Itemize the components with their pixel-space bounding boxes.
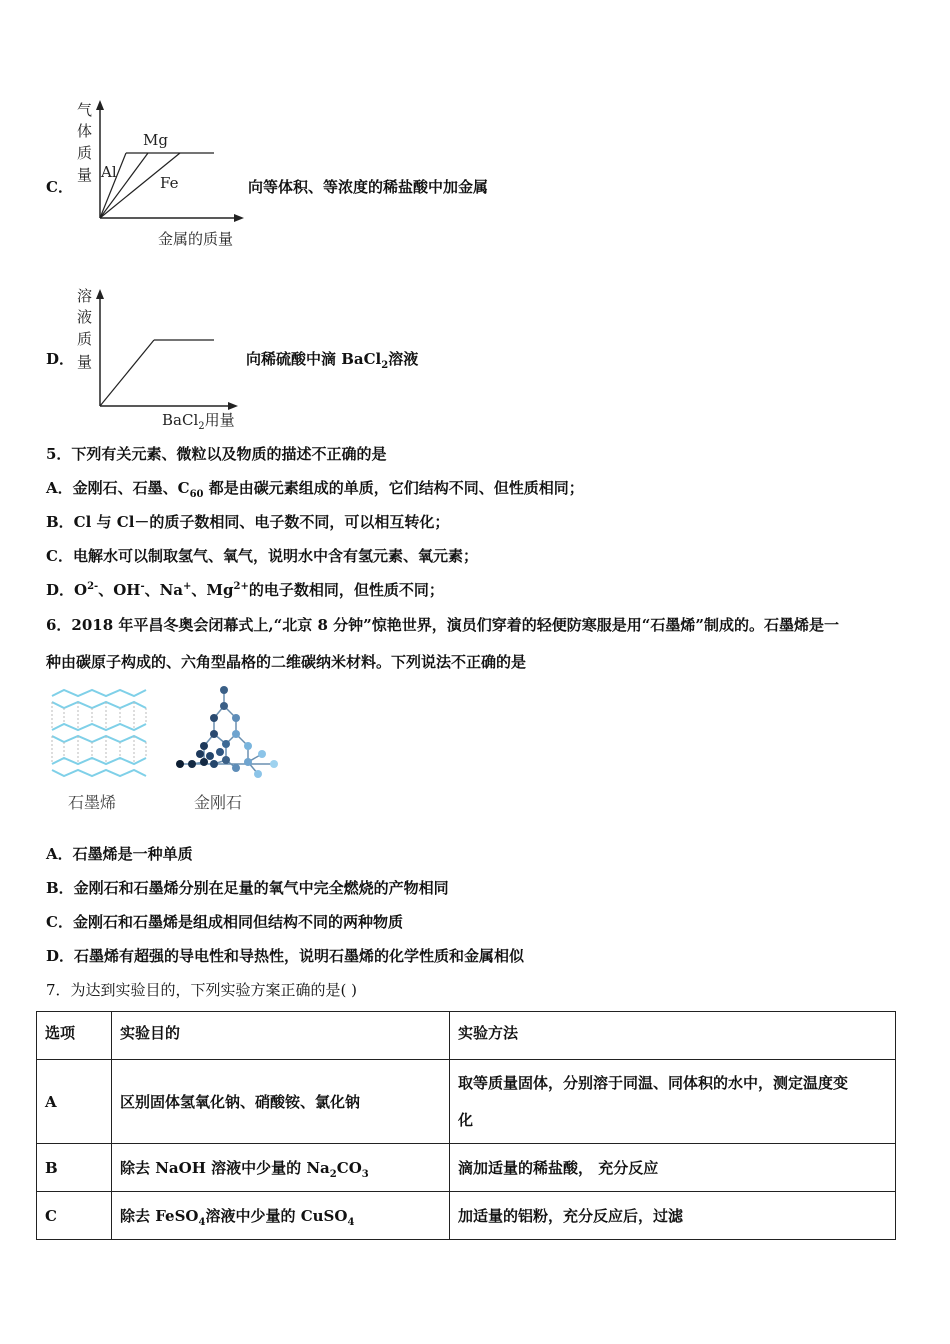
header-method: 实验方法 (450, 1012, 896, 1060)
option-d-caption: 向稀硫酸中滴 BaCl$_2$溶液 (246, 350, 419, 371)
diamond-structure-image (170, 682, 282, 814)
q7-stem: 7．为达到实验目的，下列实验方案正确的是( ) (46, 981, 358, 999)
y-char: 量 (77, 166, 93, 184)
row-purpose: 除去 NaOH 溶液中少量的 $Na_2CO_3$ (112, 1144, 450, 1192)
label-mg: Mg (143, 131, 168, 149)
x-axis-label: 金属的质量 (158, 230, 234, 248)
y-char: 量 (77, 353, 93, 371)
y-char: 气 (77, 101, 93, 119)
x-axis-arrow (228, 402, 238, 410)
q6-option-d: D．石墨烯有超强的导电性和导热性，说明石墨烯的化学性质和金属相似 (46, 947, 525, 965)
y-axis-arrow (96, 289, 104, 299)
option-d-letter: D． (46, 350, 75, 368)
y-char: 体 (77, 122, 93, 140)
header-purpose: 实验目的 (112, 1012, 450, 1060)
option-c-letter: C． (46, 178, 73, 196)
table-row (37, 1144, 896, 1192)
label-fe: Fe (160, 174, 179, 192)
row-method: 加适量的铝粉，充分反应后，过滤 (450, 1192, 896, 1240)
y-axis-arrow (96, 100, 104, 110)
y-char: 质 (77, 144, 93, 162)
row-option: A (37, 1060, 112, 1144)
q5-option-a: A．金刚石、石墨、$C_{60}$ 都是由碳元素组成的单质，它们结构不同、但性质相同； (46, 479, 584, 500)
x-axis-label: BaCl$_2$用量 (162, 411, 235, 432)
q6-option-b: B．金刚石和石墨烯分别在足量的氧气中完全燃烧的产物相同 (46, 879, 449, 897)
q6-option-a: A．石墨烯是一种单质 (46, 845, 193, 863)
header-option: 选项 (37, 1012, 112, 1060)
row-option: B (37, 1144, 112, 1192)
q5-stem: 5．下列有关元素、微粒以及物质的描述不正确的是 (46, 445, 387, 463)
x-axis-arrow (234, 214, 244, 222)
label-al: Al (101, 163, 117, 181)
table-row (37, 1192, 896, 1240)
y-char: 液 (77, 308, 93, 326)
q5-option-b: B．Cl 与 Cl－的质子数相同、电子数不同，可以相互转化； (46, 513, 450, 531)
diamond-label: 金刚石 (194, 793, 243, 812)
row-purpose: 区别固体氢氧化钠、硝酸铵、氯化钠 (112, 1060, 450, 1144)
row-method: 取等质量固体，分别溶于同温、同体积的水中，测定温度变 化 (450, 1060, 896, 1144)
table-header-row (37, 1012, 896, 1060)
q6-stem-line1: 6．2018 年平昌冬奥会闭幕式上,“北京 8 分钟”惊艳世界，演员们穿着的轻便防寒服是用“石墨烯”制成的。石墨烯是一 (46, 616, 840, 634)
y-char: 质 (77, 330, 93, 348)
experiment-table (36, 1011, 896, 1240)
q6-option-c: C．金刚石和石墨烯是组成相同但结构不同的两种物质 (46, 913, 403, 931)
row-purpose: 除去 FeSO$_4$溶液中少量的 CuSO$_4$ (112, 1192, 450, 1240)
q6-stem-line2: 种由碳原子构成的、六角型晶格的二维碳纳米材料。下列说法不正确的是 (46, 653, 527, 671)
q5-option-d: D．$O^{2-}$、OH-、Na+、$Mg^{2+}$的电子数相同，但性质不同； (46, 581, 444, 599)
option-c-graph (70, 98, 252, 250)
row-method: 滴加适量的稀盐酸， 充分反应 (450, 1144, 896, 1192)
option-d-graph (70, 284, 248, 432)
graphene-label: 石墨烯 (68, 793, 117, 812)
graphene-structure-image (46, 686, 156, 814)
rise-line (100, 340, 154, 406)
q5-option-c: C．电解水可以制取氢气、氧气，说明水中含有氢元素、氧元素； (46, 547, 478, 565)
option-c-caption: 向等体积、等浓度的稀盐酸中加金属 (248, 178, 489, 196)
table-row (37, 1060, 896, 1144)
row-option: C (37, 1192, 112, 1240)
y-char: 溶 (77, 287, 93, 305)
